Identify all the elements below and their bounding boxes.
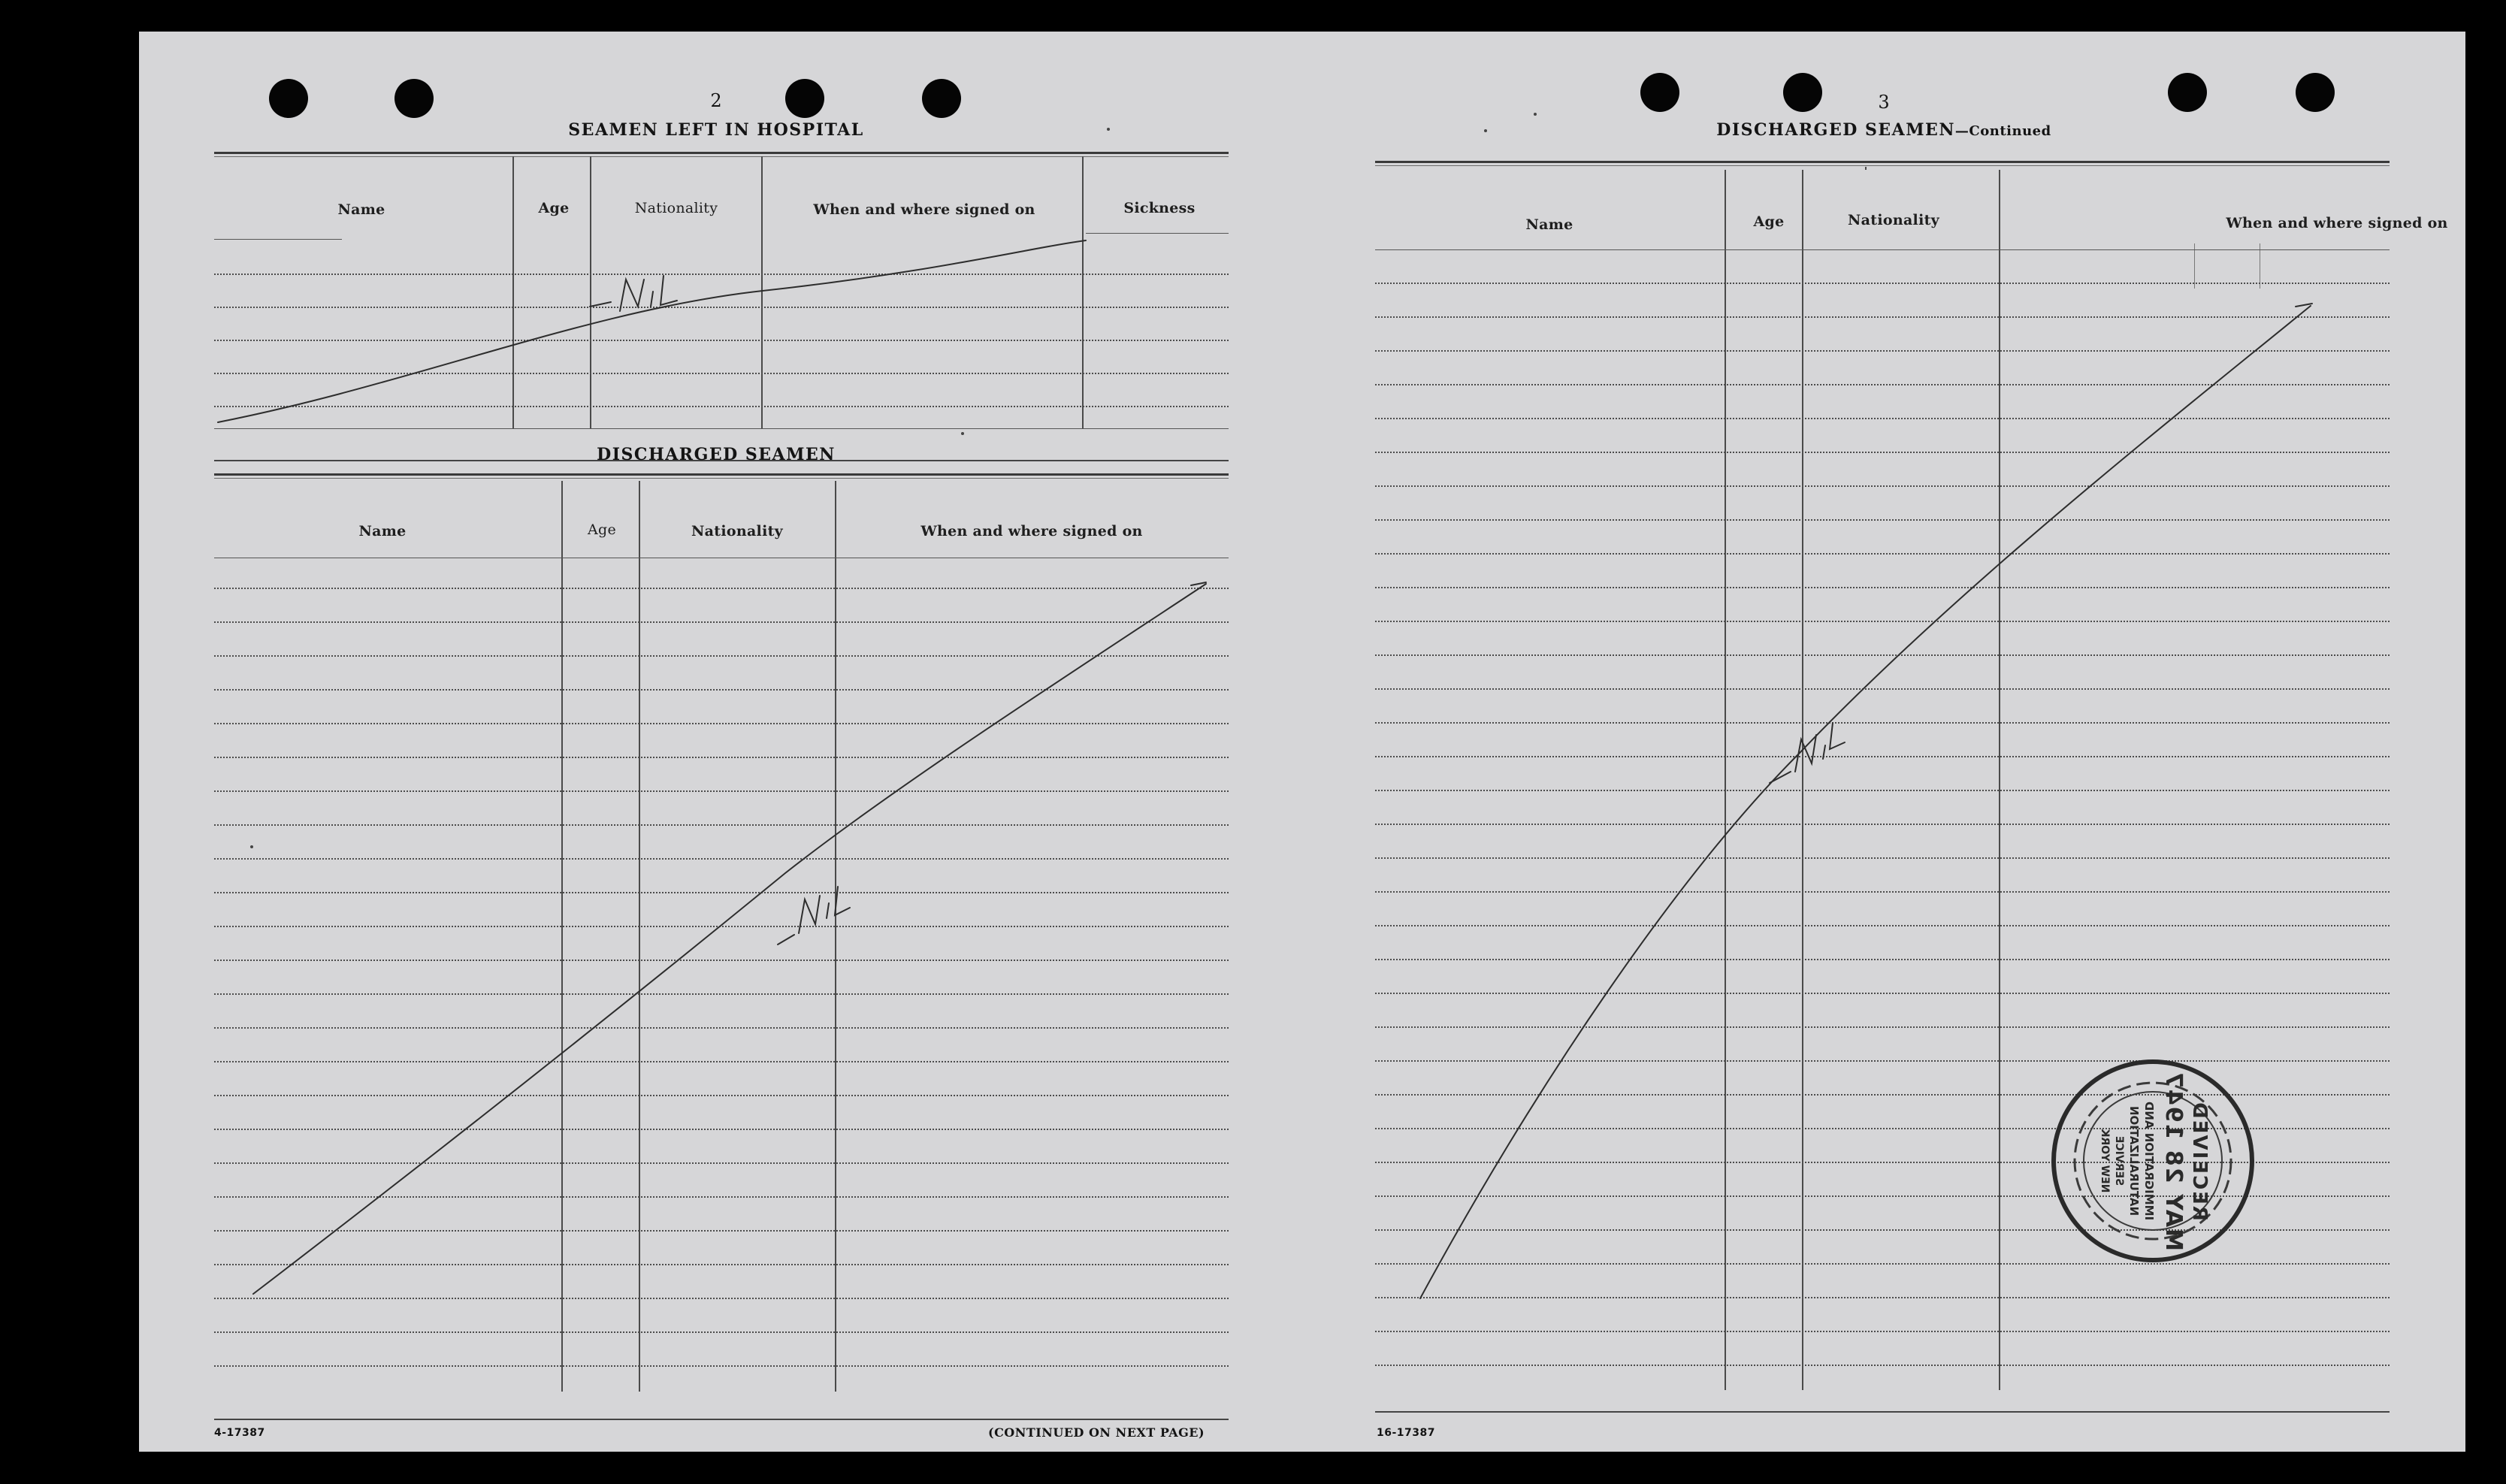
row-rule bbox=[1375, 316, 2390, 318]
stamp-agency-text: IMMIGRATION AND bbox=[2142, 1101, 2156, 1221]
row-rule bbox=[1375, 452, 2390, 453]
hospital-table bbox=[214, 152, 1229, 464]
column-header-age: Age bbox=[587, 521, 617, 538]
row-rule bbox=[214, 1095, 1229, 1096]
row-rule bbox=[214, 1365, 1229, 1367]
column-divider bbox=[1865, 167, 1867, 170]
title-suffix: —Continued bbox=[1954, 123, 2051, 139]
paper-speck bbox=[1484, 129, 1487, 132]
row-rule bbox=[214, 790, 1229, 792]
column-divider bbox=[639, 481, 640, 1392]
form-number: 16-17387 bbox=[1377, 1427, 1435, 1439]
row-rule bbox=[214, 1331, 1229, 1333]
manifest-sheet bbox=[139, 32, 2465, 1452]
row-rule bbox=[214, 588, 1229, 589]
row-rule bbox=[214, 1027, 1229, 1029]
row-rule bbox=[1375, 519, 2390, 521]
row-rule bbox=[214, 1162, 1229, 1164]
punch-hole bbox=[394, 79, 434, 118]
row-rule bbox=[1375, 283, 2390, 284]
column-divider bbox=[1999, 170, 2000, 1390]
column-divider bbox=[1082, 156, 1084, 428]
column-divider bbox=[835, 481, 836, 1392]
row-rule bbox=[1375, 790, 2390, 791]
row-rule bbox=[214, 824, 1229, 826]
row-rule bbox=[214, 993, 1229, 995]
row-rule bbox=[1375, 824, 2390, 825]
row-rule bbox=[1375, 756, 2390, 757]
discharged-continued-title bbox=[1716, 120, 2051, 140]
punch-hole bbox=[1640, 73, 1679, 112]
column-divider bbox=[1725, 170, 1726, 1390]
continued-note: (CONTINUED ON NEXT PAGE) bbox=[988, 1425, 1205, 1440]
column-header-name: Name bbox=[337, 201, 385, 218]
column-header-name: Name bbox=[358, 523, 407, 539]
row-rule bbox=[1375, 587, 2390, 588]
title-text: DISCHARGED SEAMEN bbox=[1716, 120, 1955, 140]
column-divider bbox=[1802, 170, 1803, 1390]
row-rule bbox=[214, 1196, 1229, 1198]
paper-speck bbox=[1107, 128, 1110, 131]
table-top-rule bbox=[1375, 161, 2390, 163]
column-header-age: Age bbox=[538, 200, 570, 216]
stamp-date-text: MAY 28 1947 bbox=[2160, 1070, 2187, 1252]
row-rule bbox=[1375, 1331, 2390, 1332]
column-divider bbox=[590, 156, 591, 428]
column-header-signed-on: When and where signed on bbox=[813, 201, 1035, 218]
row-rule bbox=[214, 858, 1229, 860]
row-rule bbox=[1375, 654, 2390, 656]
column-header-signed-on: When and where signed on bbox=[920, 523, 1143, 539]
paper-speck bbox=[1534, 113, 1537, 116]
column-header-signed-on: When and where signed on bbox=[2226, 215, 2448, 231]
column-divider-faint bbox=[2194, 243, 2195, 289]
row-rule bbox=[214, 926, 1229, 927]
page-number: 2 bbox=[710, 90, 722, 111]
row-rule bbox=[214, 373, 1229, 374]
column-header-nationality: Nationality bbox=[634, 200, 718, 216]
row-rule bbox=[214, 1298, 1229, 1299]
column-header-age: Age bbox=[1753, 213, 1785, 230]
row-rule bbox=[214, 621, 1229, 623]
punch-hole bbox=[922, 79, 961, 118]
column-header-sickness: Sickness bbox=[1123, 200, 1196, 216]
row-rule bbox=[214, 757, 1229, 758]
row-rule bbox=[214, 655, 1229, 657]
stamp-agency-text: NATURALIZATION bbox=[2127, 1105, 2141, 1217]
discharged-table-left bbox=[214, 473, 1229, 1420]
row-rule bbox=[1375, 1297, 2390, 1298]
row-rule bbox=[214, 406, 1229, 407]
column-divider bbox=[561, 481, 563, 1392]
header-rule bbox=[1086, 233, 1229, 234]
row-rule bbox=[1375, 857, 2390, 859]
punch-hole bbox=[785, 79, 824, 118]
received-stamp bbox=[2040, 1048, 2266, 1274]
column-divider bbox=[761, 156, 763, 428]
row-rule bbox=[1375, 384, 2390, 385]
row-rule bbox=[1375, 249, 2390, 250]
row-rule bbox=[214, 689, 1229, 691]
row-rule bbox=[1375, 1026, 2390, 1028]
form-number: 4-17387 bbox=[214, 1427, 265, 1439]
row-rule bbox=[1375, 485, 2390, 487]
column-header-nationality: Nationality bbox=[691, 523, 784, 539]
row-rule bbox=[1375, 993, 2390, 994]
row-rule bbox=[1375, 925, 2390, 926]
row-rule bbox=[1375, 891, 2390, 893]
column-divider bbox=[512, 156, 514, 428]
punch-hole bbox=[2296, 73, 2335, 112]
row-rule bbox=[214, 1264, 1229, 1265]
table-top-rule bbox=[214, 473, 1229, 476]
row-rule bbox=[1375, 688, 2390, 690]
stamp-city-text: NEW YORK bbox=[2099, 1129, 2111, 1193]
table-bottom-rule bbox=[214, 1419, 1229, 1420]
row-rule bbox=[214, 274, 1229, 275]
row-rule bbox=[214, 1230, 1229, 1232]
header-rule bbox=[214, 239, 342, 240]
row-rule bbox=[1375, 621, 2390, 622]
row-rule bbox=[1375, 418, 2390, 419]
punch-hole bbox=[1783, 73, 1822, 112]
stamp-service-text: SERVICE bbox=[2113, 1135, 2125, 1186]
page-number: 3 bbox=[1878, 92, 1890, 113]
row-rule bbox=[214, 960, 1229, 961]
column-header-name: Name bbox=[1525, 216, 1573, 233]
row-rule bbox=[1375, 1365, 2390, 1366]
row-rule bbox=[214, 307, 1229, 308]
hospital-section-title: SEAMEN LEFT IN HOSPITAL bbox=[568, 120, 864, 140]
row-rule bbox=[1375, 959, 2390, 960]
punch-hole bbox=[2168, 73, 2207, 112]
table-bottom-rule bbox=[1375, 1411, 2390, 1413]
row-rule bbox=[214, 340, 1229, 341]
row-rule bbox=[214, 428, 1229, 429]
column-header-nationality: Nationality bbox=[1847, 212, 1940, 228]
discharged-section-title: DISCHARGED SEAMEN bbox=[597, 445, 836, 464]
table-top-rule bbox=[1375, 165, 2390, 166]
row-rule bbox=[1375, 350, 2390, 352]
table-top-rule bbox=[214, 478, 1229, 479]
row-rule bbox=[1375, 553, 2390, 555]
row-rule bbox=[214, 892, 1229, 893]
punch-hole bbox=[269, 79, 308, 118]
row-rule bbox=[214, 1061, 1229, 1062]
stamp-received-text: RECEIVED bbox=[2188, 1101, 2211, 1221]
table-top-rule bbox=[214, 156, 1229, 157]
row-rule bbox=[1375, 722, 2390, 724]
row-rule bbox=[214, 723, 1229, 724]
row-rule bbox=[214, 1129, 1229, 1130]
table-top-rule bbox=[214, 152, 1229, 154]
